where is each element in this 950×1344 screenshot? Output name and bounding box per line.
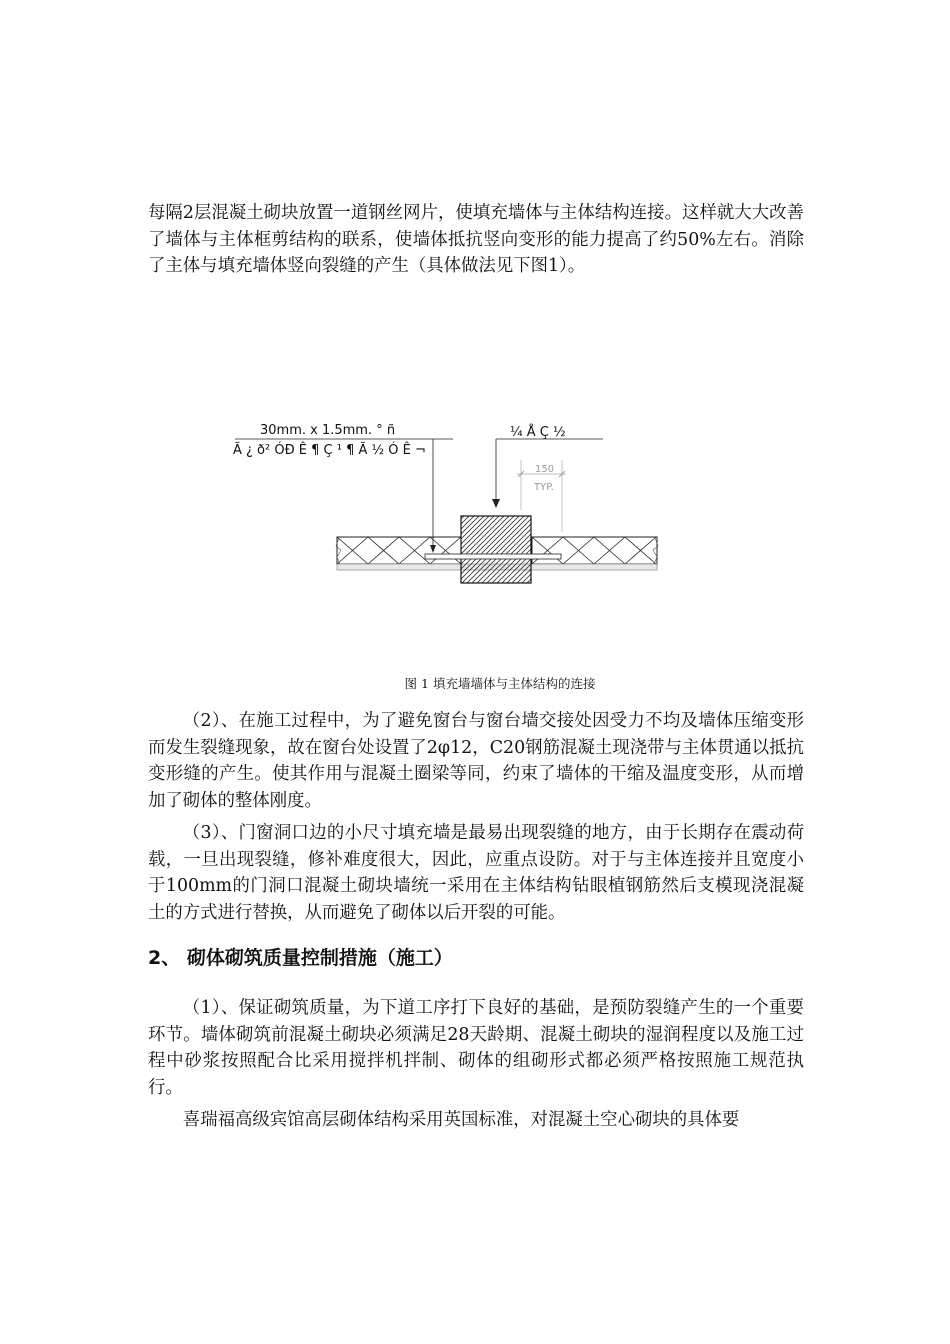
dimension-note: TYP.: [534, 482, 554, 493]
dimension-value: 150: [535, 464, 555, 475]
figure-label-mesh-2: Ã ¿ ð² ÓÐ Ê ¶ Ç ¹ ¶ Ã ½ Ó Ê ¬: [233, 443, 426, 458]
concrete-column: [461, 516, 531, 583]
body-paragraph-5: 喜瑞福高级宾馆高层砌体结构采用英国标准，对混凝土空心砌块的具体要: [182, 1110, 740, 1130]
body-paragraph-2: （2）、在施工过程中，为了避免窗台与窗台墙交接处因受力不均及墙体压缩变形而发生裂缝现象，故在窗台处设置了2φ12，C20钢筋混凝土现浇带与主体贯通以抵抗变形缝的产生。使其作用与混凝土圈梁等同，约束了墙体的干缩及温度变形，从而增加了砌体的整体刚度。: [148, 711, 804, 811]
section-heading: 2、 砌体砌筑质量控制措施（施工）: [148, 947, 453, 969]
right-wall-section: [532, 537, 657, 564]
body-paragraph-4: （1）、保证砌筑质量，为下道工序打下良好的基础，是预防裂缝产生的一个重要环节。墙体砌筑前混凝土砌块必须满足28天龄期、混凝土砌块的湿润程度以及施工过程中砂浆按照配合比采用搅拌机拌制、砌体的组砌形式都必须严格按照施工规范执行。: [148, 998, 804, 1098]
figure-label-column: ¼ Å Ç ½: [510, 425, 566, 440]
wall-connection-figure: [225, 410, 665, 595]
figure-caption: 图 1 填充墙墙体与主体结构的连接: [404, 676, 596, 691]
figure-label-mesh-1: 30mm. x 1.5mm. ° ñ: [260, 423, 396, 438]
left-wall-section: [337, 537, 461, 564]
body-paragraph-3: （3）、门窗洞口边的小尺寸填充墙是最易出现裂缝的地方，由于长期存在震动荷载，一旦出现裂缝，修补难度很大，因此，应重点设防。对于与主体连接并且宽度小于100mm的门洞口混凝土砌块墙统一采用在主体结构钻眼植钢筋然后支模现浇混凝土的方式进行替换，从而避免了砌体以后开裂的可能。: [148, 823, 804, 923]
body-paragraph-1: 每隔2层混凝土砌块放置一道钢丝网片，使填充墙体与主体结构连接。这样就大大改善了墙体与主体框剪结构的联系，使墙体抵抗竖向变形的能力提高了约50%左右。消除了主体与填充墙体竖向裂缝的产生（具体做法见下图1）。: [148, 203, 804, 276]
steel-mesh-strip: [425, 554, 561, 559]
